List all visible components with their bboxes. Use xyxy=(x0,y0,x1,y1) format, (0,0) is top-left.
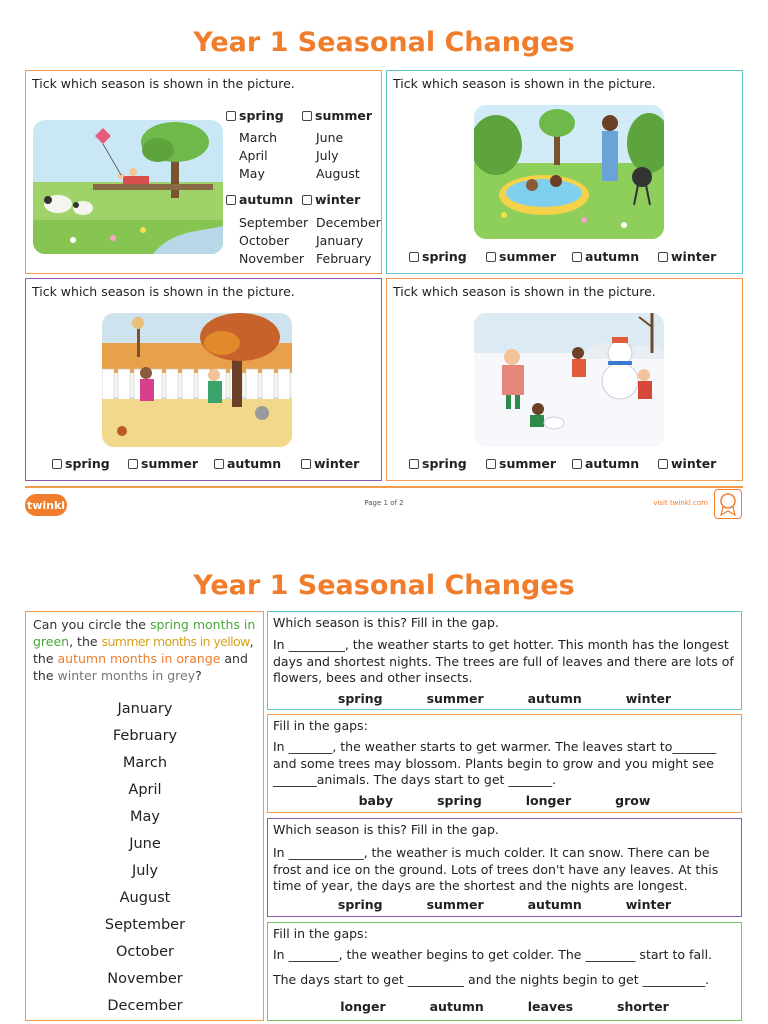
gap-title: Which season is this? Fill in the gap. xyxy=(273,822,499,837)
word-bank xyxy=(268,691,741,706)
option-autumn[interactable]: autumn xyxy=(572,249,639,264)
word-option[interactable]: winter xyxy=(625,897,672,912)
gap-box-spring xyxy=(267,714,742,813)
checkbox[interactable] xyxy=(409,252,419,262)
option-winter[interactable]: winter xyxy=(658,249,716,264)
quality-badge-icon xyxy=(714,489,742,519)
checkbox[interactable] xyxy=(486,252,496,262)
word-option[interactable]: spring xyxy=(437,793,482,808)
gap-box-autumn xyxy=(267,922,742,1021)
checkbox[interactable] xyxy=(572,459,582,469)
season-box-spring xyxy=(25,70,382,274)
option-summer[interactable]: summer xyxy=(486,249,556,264)
footer-divider xyxy=(25,486,743,488)
word-option[interactable]: baby xyxy=(358,793,394,808)
question-text: Tick which season is shown in the picture. xyxy=(32,76,295,91)
gap-box-winter xyxy=(267,818,742,917)
word-option[interactable]: longer xyxy=(525,793,572,808)
month-item[interactable]: October xyxy=(115,944,175,960)
autumn-months: September October November xyxy=(239,215,309,266)
winter-months: December January February xyxy=(316,215,381,266)
option-winter[interactable]: winter xyxy=(658,456,716,471)
gap-box-summer xyxy=(267,611,742,710)
month-list xyxy=(26,696,264,1020)
option-summer[interactable]: summer xyxy=(302,108,372,123)
checkbox[interactable] xyxy=(409,459,419,469)
gap-title: Fill in the gaps: xyxy=(273,718,368,733)
word-bank xyxy=(268,897,741,912)
option-autumn[interactable]: autumn xyxy=(226,192,293,207)
autumn-picture xyxy=(102,313,292,447)
word-option[interactable]: winter xyxy=(625,691,672,706)
word-option[interactable]: longer xyxy=(340,999,386,1014)
visit-link[interactable]: visit twinkl.com xyxy=(653,499,708,507)
checkbox[interactable] xyxy=(302,195,312,205)
season-box-winter xyxy=(386,278,743,481)
month-item[interactable]: July xyxy=(131,863,159,879)
season-box-autumn xyxy=(25,278,382,481)
word-option[interactable]: shorter xyxy=(617,999,669,1014)
checkbox[interactable] xyxy=(486,459,496,469)
gap-text-line-2: The days start to get _________ and the nights begin to get __________. xyxy=(273,972,710,987)
option-spring[interactable]: spring xyxy=(226,108,284,123)
season-box-summer xyxy=(386,70,743,274)
gap-text: In _______, the weather starts to get warmer. The leaves start to_______ and some trees may blossom. Plants begin to grow and you might see _______animals. The days start to get _______. xyxy=(273,739,717,787)
question-text: Tick which season is shown in the picture. xyxy=(32,284,295,299)
word-option[interactable]: autumn xyxy=(429,999,484,1014)
option-spring[interactable]: spring xyxy=(52,456,110,471)
gap-text: In _________, the weather starts to get hotter. This month has the longest days and shortest nights. The trees are full of leaves and there are lots of flowers, bees and other insects. xyxy=(273,637,734,685)
option-summer[interactable]: summer xyxy=(128,456,198,471)
word-option[interactable]: autumn xyxy=(527,897,582,912)
gap-title: Which season is this? Fill in the gap. xyxy=(273,615,499,630)
month-item[interactable]: June xyxy=(129,836,161,852)
gap-text: In ____________, the weather is much colder. It can snow. There can be frost and ice on the ground. Lots of trees don't have any leaves. At this time of year, the days are the shortest and the nights are longest. xyxy=(273,845,719,893)
option-winter[interactable]: winter xyxy=(301,456,359,471)
word-option[interactable]: summer xyxy=(426,897,484,912)
month-item[interactable]: February xyxy=(112,728,178,744)
word-option[interactable]: grow xyxy=(615,793,651,808)
question-text: Tick which season is shown in the picture. xyxy=(393,76,656,91)
month-item[interactable]: March xyxy=(122,755,168,771)
month-item[interactable]: May xyxy=(130,809,160,825)
word-option[interactable]: spring xyxy=(337,691,383,706)
gap-title: Fill in the gaps: xyxy=(273,926,368,941)
months-box xyxy=(25,611,264,1021)
checkbox[interactable] xyxy=(658,252,668,262)
checkbox[interactable] xyxy=(214,459,224,469)
checkbox[interactable] xyxy=(226,195,236,205)
month-item[interactable]: December xyxy=(107,998,183,1014)
gap-text-line-1: In ________, the weather begins to get colder. The ________ start to fall. xyxy=(273,947,713,962)
word-option[interactable]: spring xyxy=(337,897,383,912)
option-spring[interactable]: spring xyxy=(409,456,467,471)
option-summer[interactable]: summer xyxy=(486,456,556,471)
word-option[interactable]: leaves xyxy=(527,999,574,1014)
spring-months: March April May xyxy=(239,130,278,181)
month-item[interactable]: September xyxy=(104,917,186,933)
month-item[interactable]: April xyxy=(128,782,162,798)
page-title: Year 1 Seasonal Changes xyxy=(193,570,575,601)
checkbox[interactable] xyxy=(572,252,582,262)
summer-months: June July August xyxy=(316,130,360,181)
word-option[interactable]: summer xyxy=(426,691,484,706)
summer-picture xyxy=(474,105,664,239)
word-option[interactable]: autumn xyxy=(527,691,582,706)
month-item[interactable]: January xyxy=(117,701,173,717)
checkbox[interactable] xyxy=(658,459,668,469)
option-autumn[interactable]: autumn xyxy=(214,456,281,471)
spring-picture xyxy=(33,120,223,254)
option-winter[interactable]: winter xyxy=(302,192,360,207)
checkbox[interactable] xyxy=(226,111,236,121)
checkbox[interactable] xyxy=(128,459,138,469)
winter-picture xyxy=(474,313,664,447)
page-number: Page 1 of 2 xyxy=(364,499,404,507)
word-bank xyxy=(268,999,741,1014)
checkbox[interactable] xyxy=(302,111,312,121)
month-item[interactable]: August xyxy=(119,890,171,906)
checkbox[interactable] xyxy=(52,459,62,469)
option-autumn[interactable]: autumn xyxy=(572,456,639,471)
circle-instruction: Can you circle the spring months in green, the summer months in yellow, the autumn months in orange and the winter months in grey? xyxy=(33,617,256,683)
checkbox[interactable] xyxy=(301,459,311,469)
word-bank xyxy=(268,793,741,808)
month-item[interactable]: November xyxy=(107,971,183,987)
page-title: Year 1 Seasonal Changes xyxy=(193,27,575,58)
twinkl-logo: twinkl xyxy=(25,494,67,516)
question-text: Tick which season is shown in the picture. xyxy=(393,284,656,299)
option-spring[interactable]: spring xyxy=(409,249,467,264)
